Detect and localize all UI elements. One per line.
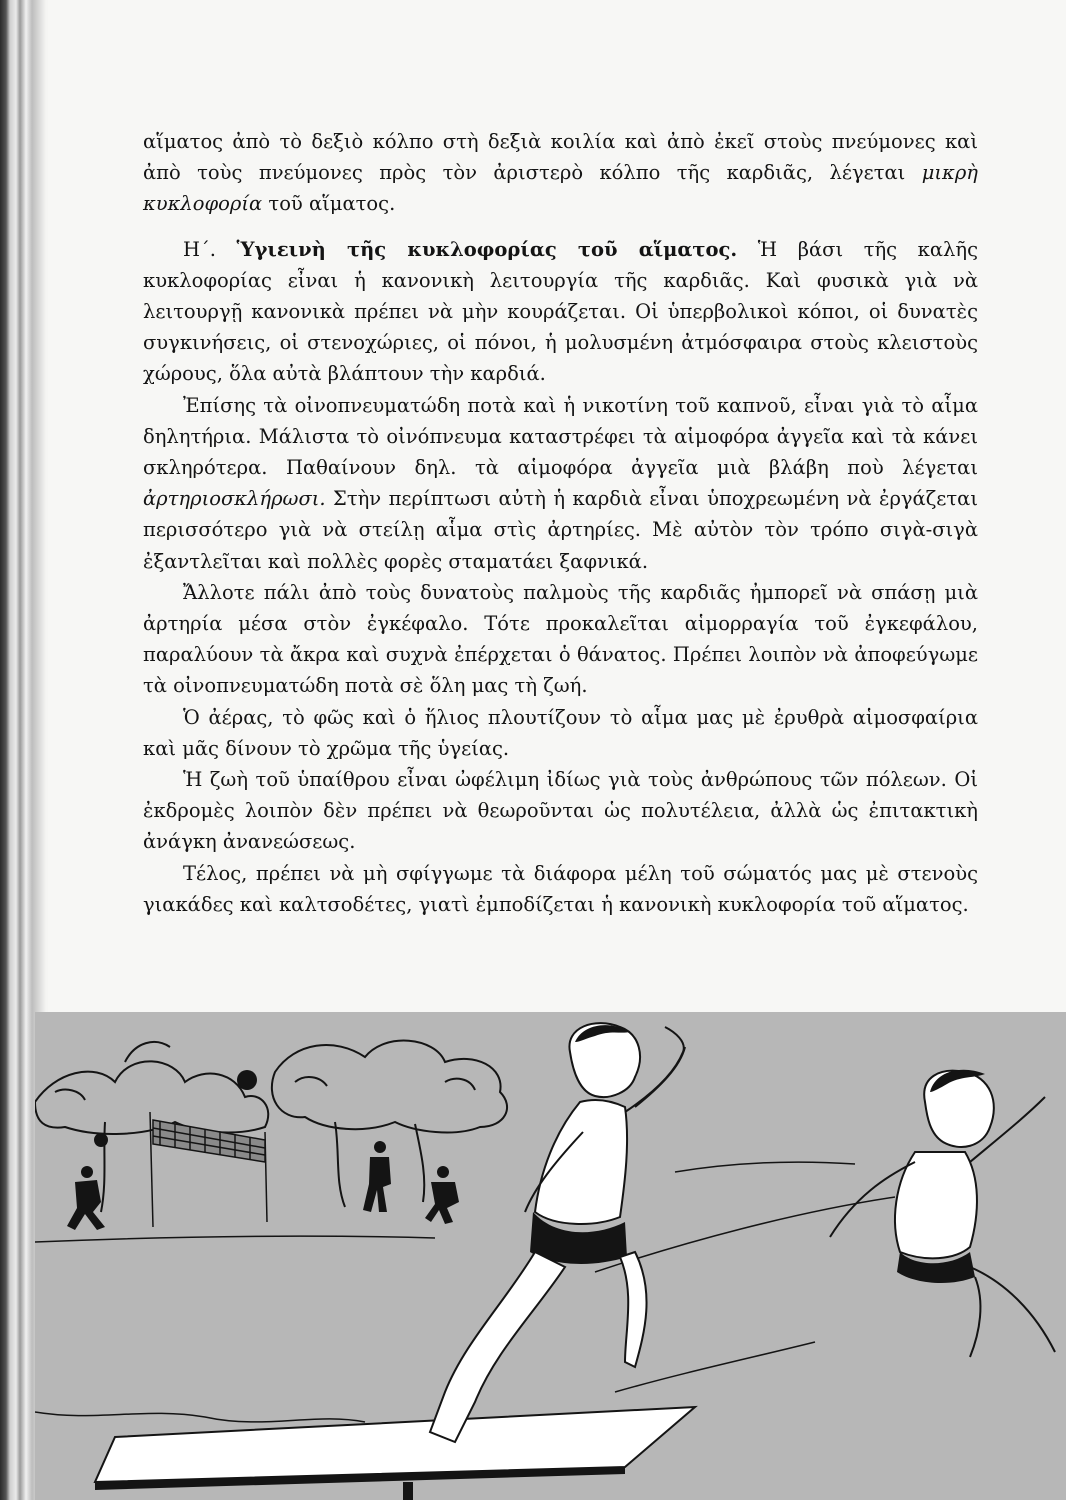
paragraph-text: Ἐπίσης τὰ οἰνοπνευματώδη ποτὰ καὶ ἡ νικοτίνη τοῦ καπνοῦ, εἶναι γιὰ τὸ αἷμα δηλητήρια. Μάλιστα τὸ οἰνόπνευμα καταστρέφει τὰ αἱμοφόρα ἀγγεῖα καὶ τὰ κάνει σκληρότερα. Παθαίνουν δηλ. τὰ αἱμοφόρα ἀγγεῖα μιὰ βλάβη ποὺ λέγεται <box>143 393 978 480</box>
illustration-drawing <box>35 1012 1066 1500</box>
section-title: Ὑγιεινὴ τῆς κυκλοφορίας τοῦ αἵματος. <box>236 237 738 261</box>
paragraph-text: τοῦ αἵματος. <box>262 192 396 216</box>
section-heading-paragraph <box>143 234 978 390</box>
paragraph-tight-clothing: Τέλος, πρέπει νὰ μὴ σφίγγωμε τὰ διάφορα μέλη τοῦ σώματός μας μὲ στενοὺς γιακάδες καὶ καλτσοδέτες, γιατὶ ἐμποδίζεται ἡ κανονικὴ κυκλοφορία τοῦ αἵματος. <box>143 861 978 916</box>
paragraph-hemorrhage: Ἄλλοτε πάλι ἀπὸ τοὺς δυνατοὺς παλμοὺς τῆς καρδιᾶς ἠμπορεῖ νὰ σπάσῃ μιὰ ἀρτηρία μέσα στὸν ἐγκέφαλο. Τότε προκαλεῖται αἱμορραγία τοῦ ἐγκεφάλου, παραλύουν τὰ ἄκρα καὶ συχνὰ ἐπέρχεται ὁ θάνατος. Πρέπει λοιπὸν νὰ ἀποφεύγωμε τὰ οἰνοπνευματώδη ποτὰ σὲ ὅλη μας τὴ ζωή. <box>143 580 978 698</box>
paragraph-alcohol <box>143 390 978 577</box>
ball <box>94 1133 108 1147</box>
section-number: Η΄. <box>183 237 216 261</box>
paragraph-air-light: Ὁ ἀέρας, τὸ φῶς καὶ ὁ ἥλιος πλουτίζουν τὸ αἷμα μας μὲ ἐρυθρὰ αἱμοσφαίρια καὶ μᾶς δίνουν τὸ χρῶμα τῆς ὑγείας. <box>143 705 978 760</box>
boy-jumping <box>830 1070 1055 1357</box>
paragraph-small-circulation <box>143 126 978 220</box>
italic-term: μικρὴ κυκλοφορία <box>143 161 978 216</box>
paragraph-text: Στὴν περίπτωσι αὐτὴ ἡ καρδιὰ εἶναι ὑποχρεωμένη νὰ ἐργάζεται περισσότερο γιὰ νὰ στείλῃ αἷμα στὶς ἀρτηρίες. Μὲ αὐτὸν τὸν τρόπο σιγὰ-σιγὰ ἐξαντλεῖται καὶ πολλὲς φορὲς σταματάει ξαφνικά. <box>143 487 978 573</box>
playground-illustration <box>35 1012 1066 1500</box>
boy-running <box>430 1023 685 1442</box>
paragraph-text: αἵματος ἀπὸ τὸ δεξιὸ κόλπο στὴ δεξιὰ κοιλία καὶ ἀπὸ ἐκεῖ στοὺς πνεύμονες καὶ ἀπὸ τοὺς πνεύμονες πρὸς τὸν ἀριστερὸ κόλπο τῆς καρδιᾶς, λέγεται <box>143 130 978 185</box>
italic-term: ἀρτηριοσκλήρωσι. <box>143 487 326 511</box>
ball <box>237 1070 257 1090</box>
paragraph-text: Ἡ βάσι τῆς καλῆς κυκλοφορίας εἶναι ἡ κανονικὴ λειτουργία τῆς καρδιᾶς. Καὶ φυσικὰ γιὰ νὰ λειτουργῇ κανονικὰ πρέπει νὰ μὴν κουράζεται. Οἱ ὑπερβολικοὶ κόποι, οἱ δυνατὲς συγκινήσεις, οἱ στενοχώριες, οἱ πόνοι, ἡ μολυσμένη ἀτμόσφαιρα στοὺς κλειστοὺς χώρους, ὅλα αὐτὰ βλάπτουν τὴν καρδιά. <box>143 237 978 386</box>
body-text <box>143 126 978 920</box>
paragraph-outdoor-life: Ἡ ζωὴ τοῦ ὑπαίθρου εἶναι ὠφέλιμη ἰδίως γιὰ τοὺς ἀνθρώπους τῶν πόλεων. Οἱ ἐκδρομὲς λοιπὸν δὲν πρέπει νὰ θεωροῦνται ὡς πολυτέλεια, ἀλλὰ ὡς ἐπιτακτικὴ ἀνάγκη ἀνανεώσεως. <box>143 768 978 854</box>
volleyball-net <box>150 1112 267 1227</box>
springboard <box>95 1407 695 1500</box>
